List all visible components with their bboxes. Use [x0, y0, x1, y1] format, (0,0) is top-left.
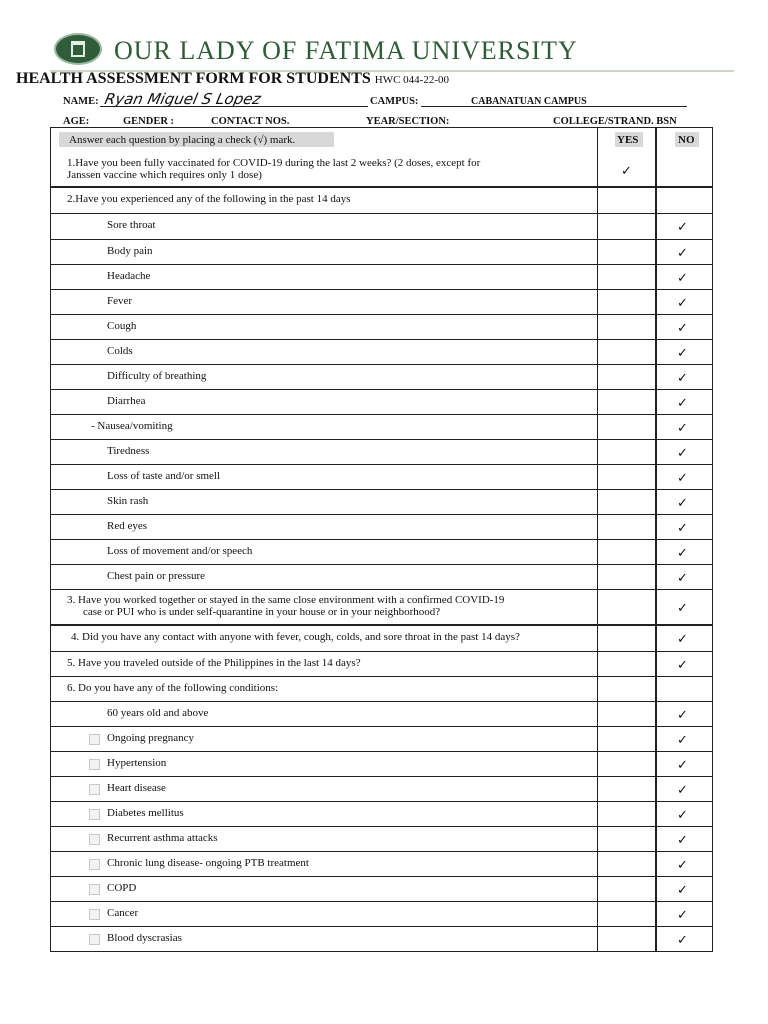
table-row — [51, 677, 712, 702]
question-text — [107, 345, 133, 357]
question-line: Chronic lung disease- ongoing PTB treatment — [107, 857, 309, 869]
contact-label: CONTACT NOS. — [211, 116, 290, 127]
question-line-2: case or PUI who is under self-quarantine in your house or in your neighborhood? — [83, 606, 441, 618]
checkbox-icon — [89, 859, 100, 870]
table-row — [51, 153, 712, 188]
question-line: Heart disease — [107, 782, 166, 794]
no-check-mark: ✓ — [677, 346, 688, 361]
question-text — [107, 219, 156, 231]
question-line: Sore throat — [107, 219, 156, 231]
name-handwritten-value: Ryan Miguel S Lopez — [103, 90, 263, 108]
table-row — [51, 752, 712, 777]
no-check-mark: ✓ — [677, 908, 688, 923]
table-row — [51, 852, 712, 877]
question-text — [107, 832, 218, 844]
question-line: Headache — [107, 270, 151, 282]
checkbox-icon — [89, 834, 100, 845]
question-text — [107, 445, 149, 457]
no-check-mark: ✓ — [677, 396, 688, 411]
name-underline — [100, 106, 368, 107]
table-row — [51, 515, 712, 540]
question-line: 6. Do you have any of the following conditions: — [67, 682, 279, 694]
checkbox-icon — [89, 784, 100, 795]
table-row — [51, 540, 712, 565]
no-check-mark: ✓ — [677, 808, 688, 823]
question-line: Hypertension — [107, 757, 167, 769]
question-line: 1.Have you been fully vaccinated for COVID-19 during the last 2 weeks? (2 doses, except for — [67, 157, 481, 169]
question-text — [107, 295, 132, 307]
question-line: Skin rash — [107, 495, 149, 507]
name-label: NAME: — [63, 96, 99, 107]
table-row — [51, 827, 712, 852]
question-text — [67, 193, 350, 205]
college-strand-label: COLLEGE/STRAND. BSN — [553, 116, 677, 127]
question-text — [67, 594, 504, 618]
table-row — [51, 214, 712, 240]
year-section-label: YEAR/SECTION: — [366, 116, 450, 127]
no-check-mark: ✓ — [677, 858, 688, 873]
assessment-table — [50, 127, 713, 952]
checkbox-icon — [89, 934, 100, 945]
question-text — [67, 657, 361, 669]
table-row — [51, 490, 712, 515]
checkbox-icon — [89, 734, 100, 745]
table-row — [51, 727, 712, 752]
question-line: Blood dyscrasias — [107, 932, 182, 944]
no-check-mark: ✓ — [677, 471, 688, 486]
no-check-mark: ✓ — [677, 658, 688, 673]
question-line: Red eyes — [107, 520, 148, 532]
question-text — [107, 495, 148, 507]
question-text — [107, 520, 147, 532]
question-line: COPD — [107, 882, 137, 894]
table-row — [51, 777, 712, 802]
age-label: AGE: — [63, 116, 90, 127]
table-row — [51, 802, 712, 827]
table-row — [51, 365, 712, 390]
question-text — [107, 807, 184, 819]
question-line: Ongoing pregnancy — [107, 732, 195, 744]
no-check-mark: ✓ — [677, 446, 688, 461]
question-line: Diabetes mellitus — [107, 807, 184, 819]
question-text — [107, 857, 309, 869]
campus-value: CABANATUAN CAMPUS — [471, 96, 587, 107]
no-check-mark: ✓ — [677, 833, 688, 848]
no-check-mark: ✓ — [677, 632, 688, 647]
table-row — [51, 340, 712, 365]
no-check-mark: ✓ — [677, 758, 688, 773]
no-check-mark: ✓ — [677, 571, 688, 586]
question-text — [107, 732, 194, 744]
question-line: Loss of taste and/or smell — [107, 470, 221, 482]
gender-label: GENDER : — [123, 116, 175, 127]
table-row — [51, 440, 712, 465]
yes-header: YES — [617, 134, 639, 146]
instruction-text: Answer each question by placing a check (√) mark. — [69, 134, 296, 146]
question-text — [107, 245, 153, 257]
question-line: Cancer — [107, 907, 139, 919]
question-text — [107, 320, 136, 332]
question-line: 3. Have you worked together or stayed in the same close environment with a confirmed COVID-19 — [67, 594, 505, 606]
table-row — [51, 265, 712, 290]
question-text — [107, 570, 205, 582]
no-check-mark: ✓ — [677, 296, 688, 311]
question-line: - Nausea/vomiting — [91, 420, 173, 432]
table-row — [51, 877, 712, 902]
question-text — [107, 882, 136, 894]
question-line: Colds — [107, 345, 133, 357]
no-check-mark: ✓ — [677, 933, 688, 948]
table-row — [51, 927, 712, 952]
no-check-mark: ✓ — [677, 783, 688, 798]
question-text — [91, 420, 173, 432]
no-check-mark: ✓ — [677, 733, 688, 748]
question-text — [71, 631, 520, 643]
form-title — [16, 70, 449, 88]
university-seal-icon — [54, 33, 102, 65]
table-row — [51, 188, 712, 214]
question-text — [107, 370, 206, 382]
question-line: Body pain — [107, 245, 153, 257]
question-line: Tiredness — [107, 445, 150, 457]
no-check-mark: ✓ — [677, 371, 688, 386]
checkbox-icon — [89, 884, 100, 895]
question-text — [107, 782, 166, 794]
question-line: Diarrhea — [107, 395, 146, 407]
no-check-mark: ✓ — [677, 601, 688, 616]
no-check-mark: ✓ — [677, 496, 688, 511]
question-text — [107, 395, 145, 407]
table-row — [51, 902, 712, 927]
table-row — [51, 315, 712, 340]
question-line: Fever — [107, 295, 133, 307]
question-line-2: Janssen vaccine which requires only 1 dose) — [67, 169, 262, 181]
question-text — [67, 682, 278, 694]
question-text — [107, 470, 220, 482]
question-text — [107, 545, 252, 557]
no-check-mark: ✓ — [677, 546, 688, 561]
no-check-mark: ✓ — [677, 271, 688, 286]
no-check-mark: ✓ — [677, 521, 688, 536]
question-line: 2.Have you experienced any of the following in the past 14 days — [67, 193, 351, 205]
table-row — [51, 390, 712, 415]
table-row — [51, 652, 712, 677]
question-text — [107, 932, 182, 944]
no-check-mark: ✓ — [677, 321, 688, 336]
question-line: 5. Have you traveled outside of the Philippines in the last 14 days? — [67, 657, 361, 669]
table-row — [51, 415, 712, 440]
table-row — [51, 290, 712, 315]
question-text — [67, 157, 480, 181]
question-line: Difficulty of breathing — [107, 370, 207, 382]
no-check-mark: ✓ — [677, 883, 688, 898]
no-header: NO — [678, 134, 695, 146]
checkbox-icon — [89, 759, 100, 770]
yes-check-mark: ✓ — [621, 164, 632, 179]
form-title-text: HEALTH ASSESSMENT FORM FOR STUDENTS — [16, 70, 371, 87]
university-banner — [50, 30, 734, 72]
table-row — [51, 702, 712, 727]
university-name: OUR LADY OF FATIMA UNIVERSITY — [114, 36, 578, 65]
checkbox-icon — [89, 909, 100, 920]
table-row — [51, 626, 712, 652]
question-text — [107, 907, 138, 919]
table-row — [51, 565, 712, 590]
question-line: Loss of movement and/or speech — [107, 545, 253, 557]
no-check-mark: ✓ — [677, 708, 688, 723]
question-text — [107, 270, 150, 282]
question-line: Recurrent asthma attacks — [107, 832, 218, 844]
question-line: Chest pain or pressure — [107, 570, 206, 582]
campus-label: CAMPUS: — [370, 96, 419, 107]
table-row — [51, 240, 712, 265]
no-check-mark: ✓ — [677, 421, 688, 436]
question-line: 4. Did you have any contact with anyone with fever, cough, colds, and sore throat in the past 14 days? — [71, 631, 520, 643]
table-row — [51, 590, 712, 626]
form-code: HWC 044-22-00 — [374, 74, 450, 86]
no-check-mark: ✓ — [677, 220, 688, 235]
question-line: Cough — [107, 320, 137, 332]
checkbox-icon — [89, 809, 100, 820]
question-line: 60 years old and above — [107, 707, 209, 719]
question-text — [107, 707, 208, 719]
question-text — [107, 757, 166, 769]
no-check-mark: ✓ — [677, 246, 688, 261]
table-row — [51, 465, 712, 490]
